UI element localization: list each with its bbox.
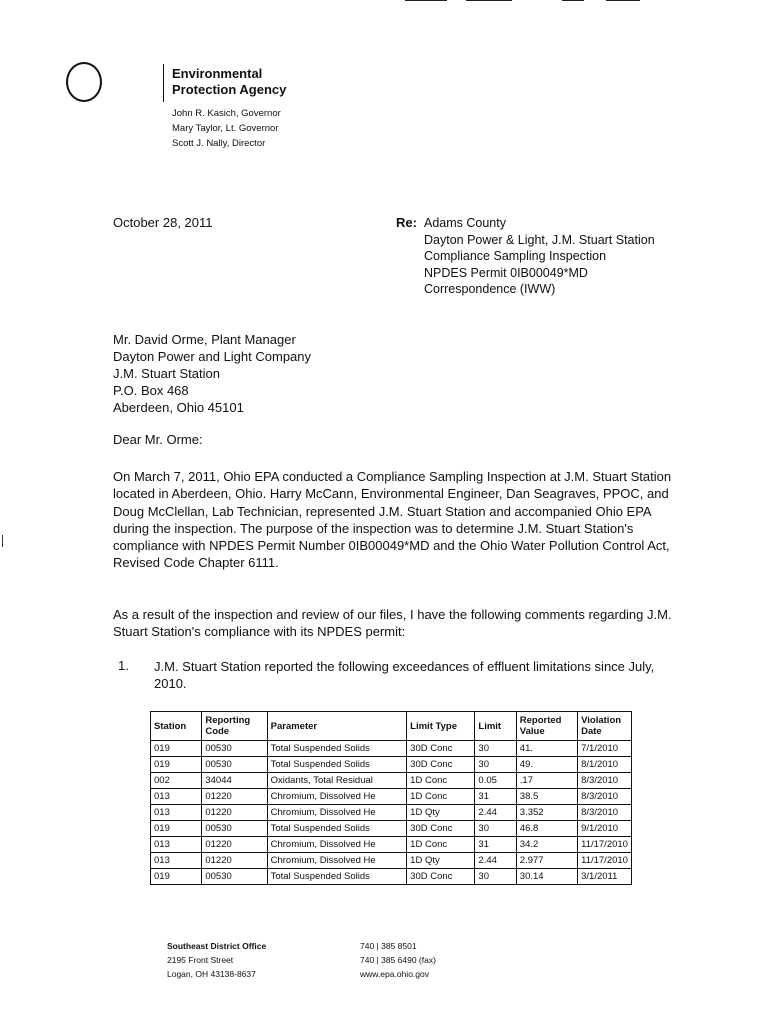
table-cell: 019 xyxy=(151,757,202,773)
re-label: Re: xyxy=(396,215,417,230)
body-paragraph-1: On March 7, 2011, Ohio EPA conducted a Compliance Sampling Inspection at J.M. Stuart Station located in Aberdeen, Ohio. Harry McCann, Environmental Engineer, Dan Seagraves, PPOC, and Doug McClellan, Lab Technician, represented J.M. Stuart Station and accompanied Ohio EPA during the inspection. The purpose of the inspection was to determine J.M. Stuart Station's compliance with NPDES Permit Number 0IB00049*MD and the Ohio Water Pollution Control Act, Revised Code Chapter 6111. xyxy=(113,469,672,571)
exceedances-table xyxy=(150,711,632,885)
table-cell: 31 xyxy=(475,837,516,853)
address-line: J.M. Stuart Station xyxy=(113,366,220,381)
table-cell: 1D Qty xyxy=(407,853,475,869)
table-cell: 1D Qty xyxy=(407,805,475,821)
table-cell: 8/3/2010 xyxy=(578,789,632,805)
re-line: Compliance Sampling Inspection xyxy=(424,249,607,263)
footer-web: www.epa.ohio.gov xyxy=(360,969,429,979)
table-cell: 30 xyxy=(475,741,516,757)
table-cell: Total Suspended Solids xyxy=(267,741,407,757)
table-cell: Oxidants, Total Residual xyxy=(267,773,407,789)
body-paragraph-2: As a result of the inspection and review of our files, I have the following comments regarding J.M. Stuart Station's compliance with its NPDES permit: xyxy=(113,607,672,639)
table-cell: 8/3/2010 xyxy=(578,773,632,789)
table-cell: 49. xyxy=(516,757,577,773)
table-cell: 11/17/2010 xyxy=(578,837,632,853)
item-number: 1. xyxy=(118,658,129,673)
table-cell: 0.05 xyxy=(475,773,516,789)
address-line: P.O. Box 468 xyxy=(113,383,189,398)
agency-line2: Protection Agency xyxy=(172,82,287,97)
agency-line1: Environmental xyxy=(172,66,263,81)
table-cell: 019 xyxy=(151,869,202,885)
letterhead-divider xyxy=(163,64,164,102)
column-header: Violation Date xyxy=(578,712,632,741)
scan-line xyxy=(405,0,447,1)
table-row xyxy=(151,741,632,757)
table-cell: 3/1/2011 xyxy=(578,869,632,885)
table-cell: 46.8 xyxy=(516,821,577,837)
address-line: Aberdeen, Ohio 45101 xyxy=(113,400,244,415)
scan-edge-mark xyxy=(2,535,3,547)
table-cell: 30 xyxy=(475,757,516,773)
table-cell: Total Suspended Solids xyxy=(267,757,407,773)
table-cell: 30.14 xyxy=(516,869,577,885)
table-row xyxy=(151,869,632,885)
table-cell: 8/3/2010 xyxy=(578,805,632,821)
table-cell: 00530 xyxy=(202,869,267,885)
re-line: Dayton Power & Light, J.M. Stuart Station xyxy=(424,232,655,247)
table-cell: 30D Conc xyxy=(407,821,475,837)
table-cell: 00530 xyxy=(202,821,267,837)
table-cell: 30D Conc xyxy=(407,869,475,885)
officials-list xyxy=(172,106,281,151)
re-line: Adams County xyxy=(424,216,506,230)
table-cell: 002 xyxy=(151,773,202,789)
salutation: Dear Mr. Orme: xyxy=(113,432,203,447)
table-cell: 30D Conc xyxy=(407,741,475,757)
table-cell: Chromium, Dissolved He xyxy=(267,805,407,821)
table-cell: 34.2 xyxy=(516,837,577,853)
table-row xyxy=(151,773,632,789)
footer-fax: 740 | 385 6490 (fax) xyxy=(360,955,436,965)
column-header: Reporting Code xyxy=(202,712,267,741)
table-cell: 1D Conc xyxy=(407,789,475,805)
footer-city: Logan, OH 43138-8637 xyxy=(167,969,256,979)
table-cell: Chromium, Dissolved He xyxy=(267,789,407,805)
table-cell: 9/1/2010 xyxy=(578,821,632,837)
footer-address xyxy=(167,939,266,981)
table-cell: 2.44 xyxy=(475,805,516,821)
column-header: Reported Value xyxy=(516,712,577,741)
table-cell: 00530 xyxy=(202,757,267,773)
official: Mary Taylor, Lt. Governor xyxy=(172,123,279,134)
scan-line xyxy=(466,0,512,1)
footer-office: Southeast District Office xyxy=(167,941,267,951)
scan-line xyxy=(562,0,584,1)
table-cell: 8/1/2010 xyxy=(578,757,632,773)
footer-street: 2195 Front Street xyxy=(167,955,234,965)
table-cell: 41. xyxy=(516,741,577,757)
table-cell: 30 xyxy=(475,821,516,837)
table-cell: 31 xyxy=(475,789,516,805)
table-cell: 01220 xyxy=(202,853,267,869)
agency-name xyxy=(172,66,286,98)
scan-line xyxy=(606,0,640,1)
table-row xyxy=(151,853,632,869)
table-header-row xyxy=(151,712,632,741)
table-cell: 013 xyxy=(151,853,202,869)
column-header: Limit xyxy=(475,712,516,741)
column-header: Station xyxy=(151,712,202,741)
table-cell: 11/17/2010 xyxy=(578,853,632,869)
table-cell: 1D Conc xyxy=(407,837,475,853)
table-cell: 38.5 xyxy=(516,789,577,805)
letter-date: October 28, 2011 xyxy=(113,215,213,230)
table-cell: 01220 xyxy=(202,805,267,821)
table-row xyxy=(151,805,632,821)
ohio-seal-icon xyxy=(66,62,102,102)
table-cell: 01220 xyxy=(202,837,267,853)
re-line: Correspondence (IWW) xyxy=(424,282,556,296)
address-line: Dayton Power and Light Company xyxy=(113,349,312,364)
official: Scott J. Nally, Director xyxy=(172,138,266,149)
re-block xyxy=(424,215,655,298)
table-cell: 34044 xyxy=(202,773,267,789)
address-line: Mr. David Orme, Plant Manager xyxy=(113,332,296,347)
table-cell: 2.44 xyxy=(475,853,516,869)
footer-contact xyxy=(360,939,436,981)
item-text: J.M. Stuart Station reported the following exceedances of effluent limitations since July, 2010. xyxy=(154,659,655,691)
recipient-address xyxy=(113,331,311,416)
table-cell: Total Suspended Solids xyxy=(267,869,407,885)
table-cell: Chromium, Dissolved He xyxy=(267,853,407,869)
table-cell: 013 xyxy=(151,789,202,805)
table-cell: 30 xyxy=(475,869,516,885)
table-cell: 7/1/2010 xyxy=(578,741,632,757)
table-cell: 1D Conc xyxy=(407,773,475,789)
table-row xyxy=(151,757,632,773)
column-header: Parameter xyxy=(267,712,407,741)
table-cell: 2.977 xyxy=(516,853,577,869)
table-cell: 30D Conc xyxy=(407,757,475,773)
table-cell: 019 xyxy=(151,741,202,757)
table-cell: Total Suspended Solids xyxy=(267,821,407,837)
table-cell: 013 xyxy=(151,805,202,821)
table-row xyxy=(151,837,632,853)
column-header: Limit Type xyxy=(407,712,475,741)
table-row xyxy=(151,821,632,837)
re-line: NPDES Permit 0IB00049*MD xyxy=(424,265,588,280)
table-cell: .17 xyxy=(516,773,577,789)
table-row xyxy=(151,789,632,805)
table-cell: 019 xyxy=(151,821,202,837)
table-cell: 013 xyxy=(151,837,202,853)
footer-phone: 740 | 385 8501 xyxy=(360,941,417,951)
official: John R. Kasich, Governor xyxy=(172,108,281,119)
table-cell: 3.352 xyxy=(516,805,577,821)
table-cell: 01220 xyxy=(202,789,267,805)
table-cell: Chromium, Dissolved He xyxy=(267,837,407,853)
table-cell: 00530 xyxy=(202,741,267,757)
